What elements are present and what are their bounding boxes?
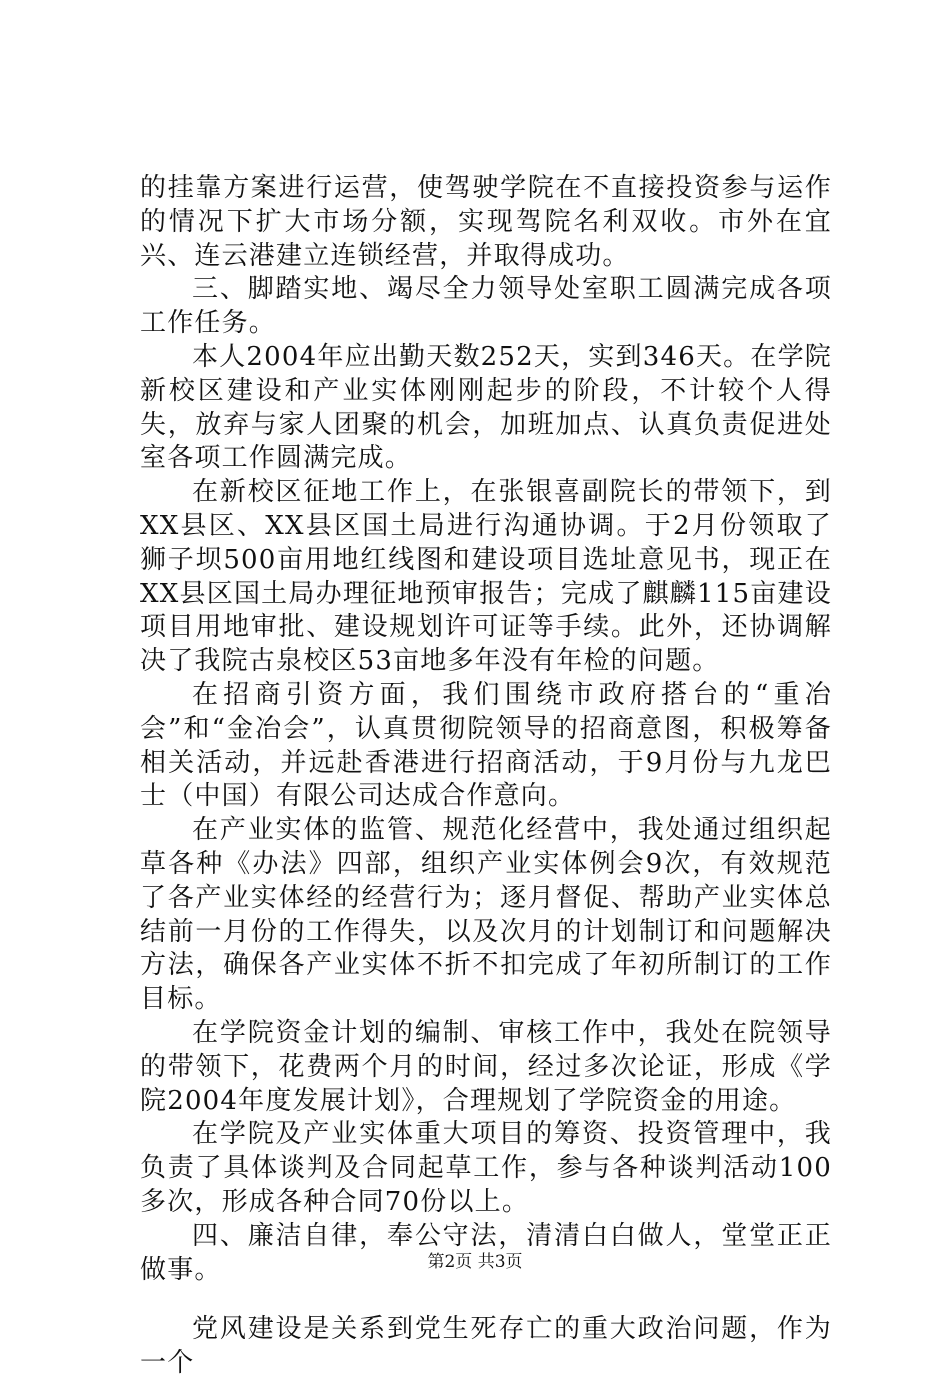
paragraph-3: 本人2004年应出勤天数252天，实到346天。在学院新校区建设和产业实体刚刚起步的阶段，不计较个人得失，放弃与家人团聚的机会，加班加点、认真负责促进处室各项工作圆满完成。 xyxy=(140,341,832,474)
document-body xyxy=(140,172,832,1381)
paragraph-2-heading: 三、脚踏实地、竭尽全力领导处室职工圆满完成各项工作任务。 xyxy=(140,274,832,339)
paragraph-6: 在产业实体的监管、规范化经营中，我处通过组织起草各种《办法》四部，组织产业实体例会9次，有效规范了各产业实体经的经营行为；逐月督促、帮助产业实体总结前一月份的工作得失，以及次月的计划制订和问题解决方法，确保各产业实体不折不扣完成了年初所制订的工作目标。 xyxy=(140,815,832,1015)
page-number-footer: 第2页 共3页 xyxy=(427,1252,523,1272)
paragraph-1: 的挂靠方案进行运营，使驾驶学院在不直接投资参与运作的情况下扩大市场分额，实现驾院名利双收。市外在宜兴、连云港建立连锁经营，并取得成功。 xyxy=(140,173,832,271)
paragraph-8: 在学院及产业实体重大项目的筹资、投资管理中，我负责了具体谈判及合同起草工作，参与各种谈判活动100多次，形成各种合同70份以上。 xyxy=(140,1119,832,1217)
paragraph-9-heading: 四、廉洁自律，奉公守法，清清白白做人，堂堂正正做事。 xyxy=(140,1220,832,1285)
paragraph-5: 在招商引资方面，我们围绕市政府搭台的“重冶会”和“金冶会”，认真贯彻院领导的招商意图，积极筹备相关活动，并远赴香港进行招商活动，于9月份与九龙巴士（中国）有限公司达成合作意向。 xyxy=(140,679,832,812)
paragraph-4: 在新校区征地工作上，在张银喜副院长的带领下，到XX县区、XX县区国土局进行沟通协调。于2月份领取了狮子坝500亩用地红线图和建设项目选址意见书，现正在XX县区国土局办理征地预审报告；完成了麒麟115亩建设项目用地审批、建设规划许可证等手续。此外，还协调解决了我院古泉校区53亩地多年没有年检的问题。 xyxy=(140,477,832,677)
paragraph-7: 在学院资金计划的编制、审核工作中，我处在院领导的带领下，花费两个月的时间，经过多次论证，形成《学院2004年度发展计划》，合理规划了学院资金的用途。 xyxy=(140,1017,832,1116)
paragraph-10: 党风建设是关系到党生死存亡的重大政治问题，作为一个 xyxy=(140,1314,832,1379)
